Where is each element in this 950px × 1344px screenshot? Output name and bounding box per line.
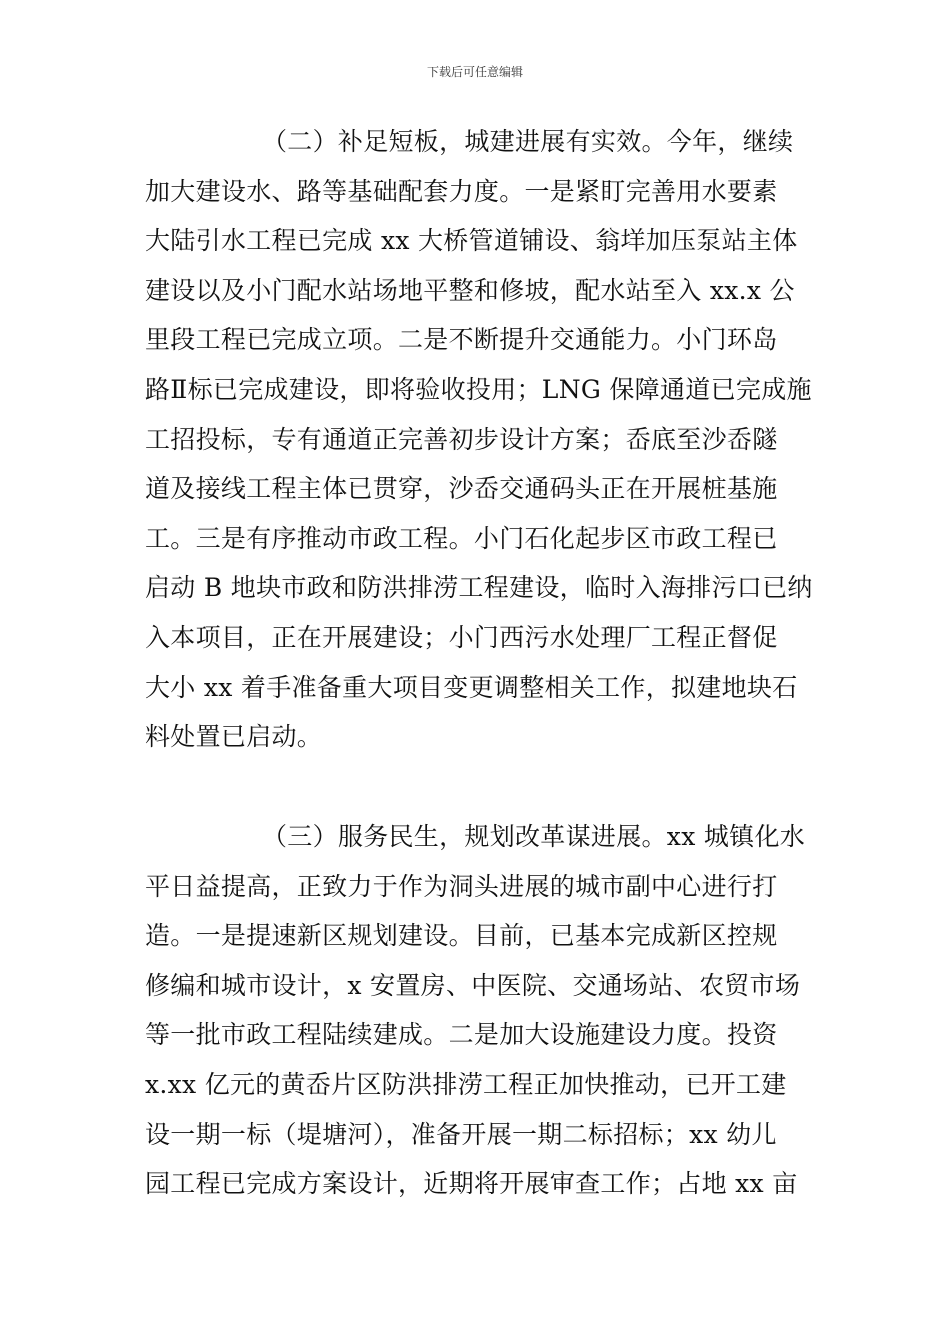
paragraph-line: 路Ⅱ标已完成建设，即将验收投用；LNG 保障通道已完成施 [145, 375, 812, 404]
paragraph-line: 工。三是有序推动市政工程。小门石化起步区市政工程已 [145, 523, 778, 553]
paragraph-line: x.xx 亿元的黄岙片区防洪排涝工程正加快推动，已开工建 [145, 1070, 787, 1099]
paragraph-line: （三）服务民生，规划改革谋进展。xx 城镇化水 [262, 822, 806, 851]
paragraph-line: 园工程已完成方案设计，近期将开展审查工作；占地 xx 亩 [145, 1169, 798, 1199]
paragraph-line: 加大建设水、路等基础配套力度。一是紧盯完善用水要素 [145, 176, 778, 206]
paragraph-line: 入本项目，正在开展建设；小门西污水处理厂工程正督促 [145, 623, 778, 652]
paragraph-line: 建设以及小门配水站场地平整和修坡，配水站至入 xx.x 公 [145, 275, 795, 305]
paragraph-line: 大陆引水工程已完成 xx 大桥管道铺设、翁垟加压泵站主体 [145, 226, 798, 256]
paragraph-line: （二）补足短板，城建进展有实效。今年，继续 [262, 127, 794, 156]
paragraph-line: 平日益提高，正致力于作为洞头进展的城市副中心进行打 [145, 871, 778, 901]
paragraph-line: 料处置已启动。 [145, 722, 323, 752]
paragraph-line: 等一批市政工程陆续建成。二是加大设施建设力度。投资 [145, 1020, 778, 1050]
paragraph-line: 工招投标，专有通道正完善初步设计方案；岙底至沙岙隧 [145, 424, 778, 454]
paragraph-line: 大小 xx 着手准备重大项目变更调整相关工作，拟建地块石 [145, 672, 798, 702]
paragraph-line: 设一期一标（堤塘河），准备开展一期二标招标；xx 幼儿 [145, 1119, 777, 1149]
paragraph-line: 修编和城市设计，x 安置房、中医院、交通场站、农贸市场 [145, 970, 801, 1000]
paragraph-line: 里段工程已完成立项。二是不断提升交通能力。小门环岛 [145, 325, 778, 355]
paragraph-line: 道及接线工程主体已贯穿，沙岙交通码头正在开展桩基施 [145, 474, 778, 504]
paragraph-line: 启动 B 地块市政和防洪排涝工程建设，临时入海排污口已纳 [145, 573, 813, 603]
paragraph-line: 造。一是提速新区规划建设。目前，已基本完成新区控规 [145, 921, 778, 951]
page-header: 下载后可任意编辑 [426, 65, 523, 79]
